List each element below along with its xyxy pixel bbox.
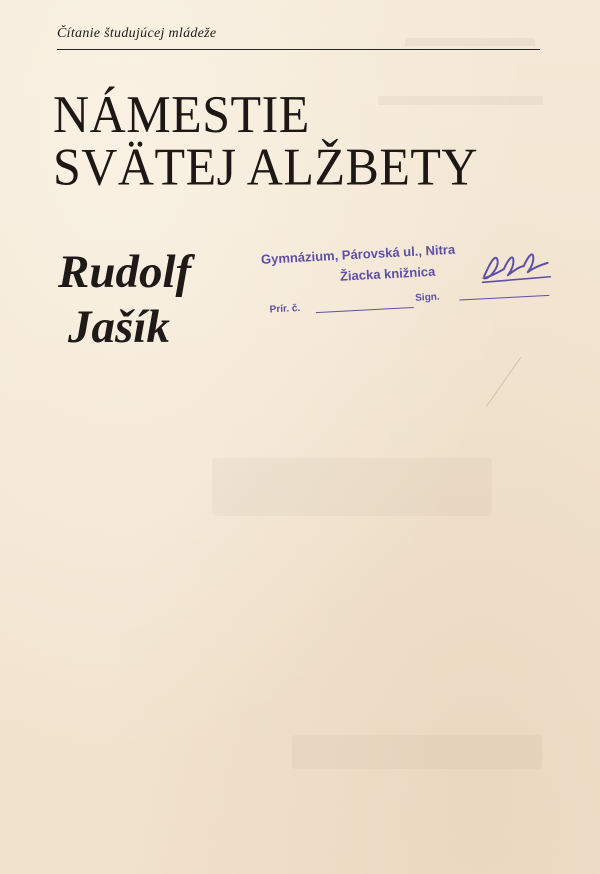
stamp-accession-line — [316, 307, 414, 313]
stamp-sign-label: Sign. — [414, 291, 440, 304]
library-stamp — [258, 224, 562, 330]
stamp-accession-label: Prír. č. — [269, 302, 301, 316]
series-name: Čítanie študujúcej mládeže — [57, 26, 217, 41]
title-line-2: SVÄTEJ ALŽBETY — [53, 137, 479, 197]
stamp-sign-line — [459, 295, 549, 301]
author-first-name: Rudolf — [58, 246, 192, 298]
title-line-1: NÁMESTIE — [53, 84, 310, 144]
author-name — [58, 245, 191, 355]
header-rule — [57, 49, 540, 50]
page-crease — [486, 357, 521, 407]
author-last-name: Jašík — [68, 301, 170, 353]
bleed-through-mark — [292, 735, 542, 769]
handwritten-signature — [477, 242, 559, 286]
stamp-library-line: Žiacka knižnica — [339, 263, 436, 284]
bleed-through-mark — [378, 96, 543, 105]
bleed-through-mark — [212, 458, 492, 516]
bleed-through-mark — [405, 38, 535, 46]
stamp-school-line: Gymnázium, Párovská ul., Nitra — [260, 241, 456, 267]
